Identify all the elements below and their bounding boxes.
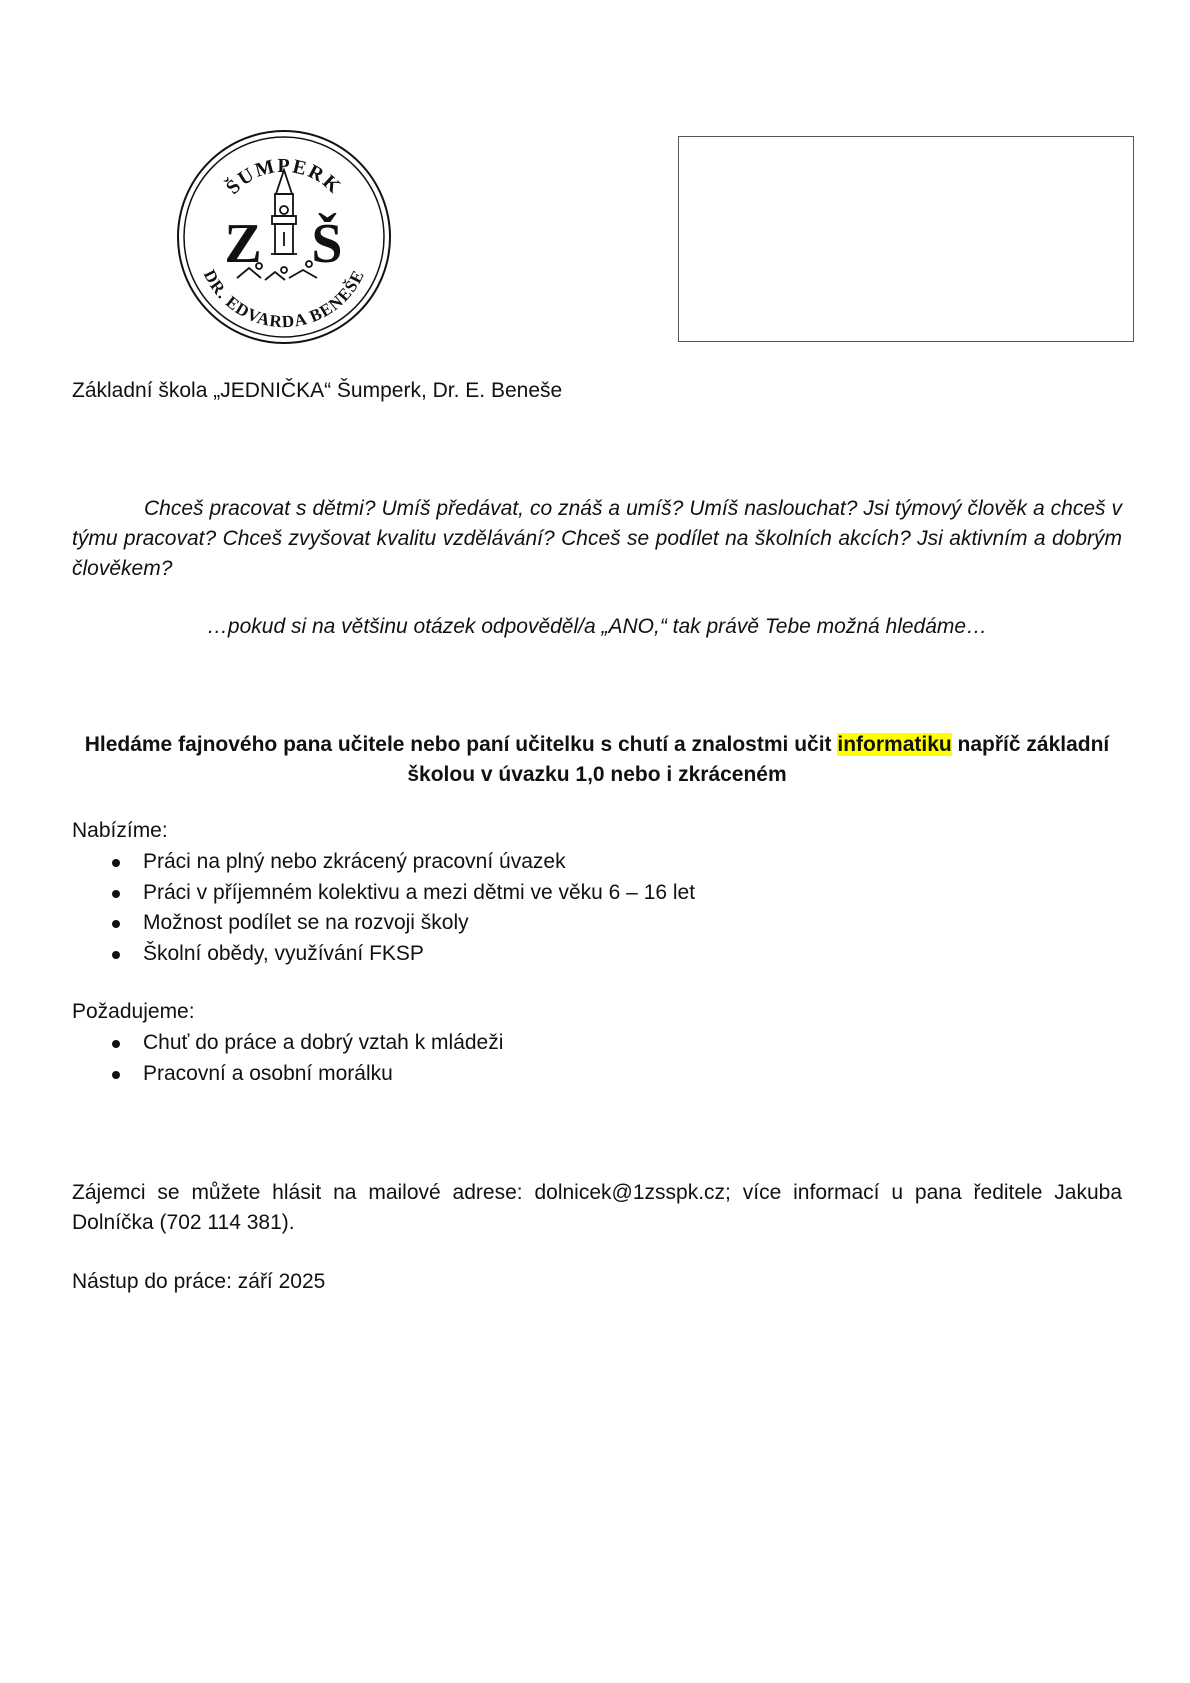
offer-title: Nabízíme: — [72, 819, 168, 842]
list-item: Školní obědy, využívání FKSP — [72, 939, 695, 970]
svg-text:DR. EDVARDA BENEŠE — [200, 267, 368, 332]
bullet-icon — [112, 890, 120, 898]
bullet-icon — [112, 859, 120, 867]
headline-text-end: napříč základní školou v úvazku 1,0 nebo i zkráceném — [407, 733, 1110, 786]
stamp-box — [678, 136, 1134, 342]
job-headline — [72, 730, 1122, 790]
list-item: Možnost podílet se na rozvoji školy — [72, 908, 695, 939]
seal-initial-s: Š — [311, 213, 343, 275]
bullet-icon — [112, 951, 120, 959]
seal-text-top: ŠUMPERK — [221, 154, 346, 199]
intro-paragraph: Chceš pracovat s dětmi? Umíš předávat, co znáš a umíš? Umíš naslouchat? Jsi týmový člověk a chceš v týmu pracovat? Chceš zvyšovat kvalitu vzdělávání? Chceš se podílet na školních akcích? Jsi aktivním a dobrým člověkem? — [72, 497, 1122, 580]
contact-paragraph: Zájemci se můžete hlásit na mailové adrese: dolnicek@1zsspk.cz; více informací u pana ředitele Jakuba Dolníčka (702 114 381). — [72, 1181, 1122, 1234]
offer-list — [72, 847, 695, 969]
seal-text-bottom: DR. EDVARDA BENEŠE — [199, 266, 369, 332]
tower-icon — [271, 170, 297, 254]
list-item: Chuť do práce a dobrý vztah k mládeži — [72, 1028, 503, 1059]
bullet-icon — [112, 920, 120, 928]
school-name: Základní škola „JEDNIČKA“ Šumperk, Dr. E. Beneše — [72, 379, 563, 402]
headline-highlight: informatiku — [837, 733, 952, 756]
requirements-list — [72, 1028, 503, 1089]
list-item: Práci na plný nebo zkrácený pracovní úvazek — [72, 847, 695, 878]
svg-text:ŠUMPERK — [220, 155, 346, 199]
requirements-title: Požadujeme: — [72, 1000, 195, 1023]
bullet-icon — [112, 1040, 120, 1048]
tagline: …pokud si na většinu otázek odpověděl/a „ANO,“ tak právě Tebe možná hledáme… — [206, 615, 988, 638]
seal-initial-z: Z — [224, 213, 262, 275]
list-item: Pracovní a osobní morálku — [72, 1059, 503, 1090]
school-seal-icon — [175, 128, 393, 346]
headline-text: Hledáme fajnového pana učitele nebo paní učitelku s chutí a znalostmi učit — [84, 733, 838, 756]
start-date: Nástup do práce: září 2025 — [72, 1270, 326, 1293]
list-item: Práci v příjemném kolektivu a mezi dětmi ve věku 6 – 16 let — [72, 878, 695, 909]
bullet-icon — [112, 1071, 120, 1079]
